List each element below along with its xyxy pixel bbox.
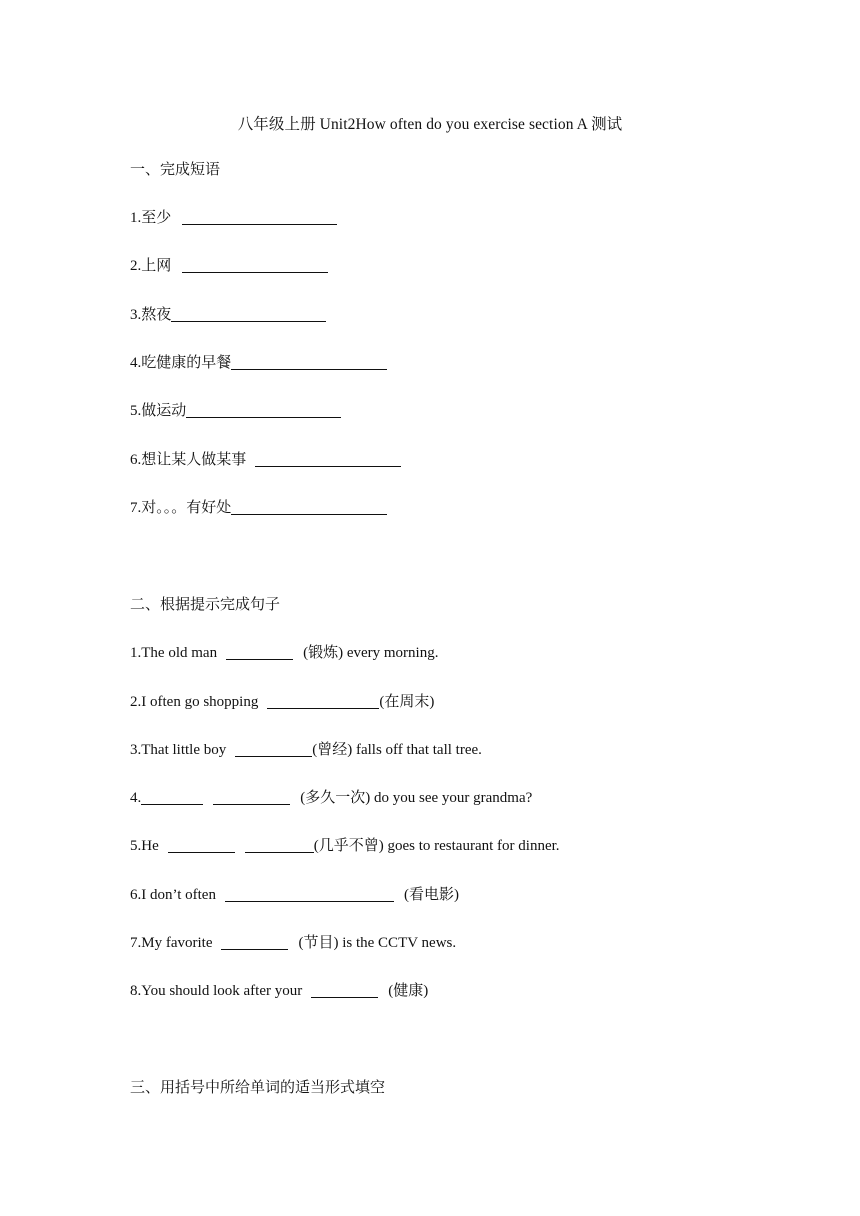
sentence-item	[130, 981, 428, 1001]
answer-blank[interactable]	[221, 935, 288, 950]
phrase-prompt: 5.做运动	[130, 403, 187, 419]
answer-blank[interactable]	[231, 500, 387, 515]
answer-blank[interactable]	[231, 355, 387, 370]
section-heading-word-forms: 三、用括号中所给单词的适当形式填空	[130, 1080, 386, 1096]
answer-blank[interactable]	[182, 258, 328, 273]
sentence-end: (锻炼) every morning.	[303, 645, 439, 661]
sentence-end: (健康)	[388, 983, 429, 999]
section-heading-phrases: 一、完成短语	[130, 162, 221, 178]
sentence-start: 5.He	[130, 838, 159, 854]
phrase-item	[130, 305, 326, 325]
phrase-prompt: 2.上网	[130, 258, 172, 274]
phrase-item	[130, 401, 341, 421]
answer-blank[interactable]	[235, 742, 312, 757]
answer-blank[interactable]	[168, 838, 235, 853]
answer-blank[interactable]	[311, 983, 378, 998]
answer-blank[interactable]	[226, 645, 293, 660]
sentence-item	[130, 836, 560, 856]
sentence-start: 4.	[130, 790, 142, 806]
answer-blank[interactable]	[255, 452, 401, 467]
sentence-end: (几乎不曾) goes to restaurant for dinner.	[313, 838, 560, 854]
phrase-item	[130, 208, 337, 228]
sentence-end: (曾经) falls off that tall tree.	[312, 742, 482, 758]
sentence-start: 8.You should look after your	[130, 983, 303, 999]
answer-blank[interactable]	[245, 838, 314, 853]
sentence-end: (在周末)	[379, 694, 435, 710]
sentence-item	[130, 740, 482, 760]
sentence-end: (节目) is the CCTV news.	[298, 935, 457, 951]
sentence-end: (看电影)	[403, 887, 459, 903]
section-heading-sentences: 二、根据提示完成句子	[130, 597, 281, 613]
sentence-start: 6.I don’t often	[130, 887, 216, 903]
phrase-prompt: 4.吃健康的早餐	[130, 355, 232, 371]
phrase-prompt: 7.对。。。有好处	[130, 500, 232, 516]
sentence-start: 7.My favorite	[130, 935, 213, 951]
phrase-item	[130, 256, 328, 276]
phrase-item	[130, 353, 387, 373]
sentence-start: 1.The old man	[130, 645, 218, 661]
answer-blank[interactable]	[141, 790, 203, 805]
sentence-start: 3.That little boy	[130, 742, 227, 758]
sentence-item	[130, 933, 456, 953]
answer-blank[interactable]	[213, 790, 290, 805]
answer-blank[interactable]	[171, 307, 326, 322]
phrase-prompt: 6.想让某人做某事	[130, 452, 247, 468]
sentence-item	[130, 788, 532, 808]
answer-blank[interactable]	[267, 694, 379, 709]
answer-blank[interactable]	[182, 210, 337, 225]
sentence-end: (多久一次) do you see your grandma?	[300, 790, 533, 806]
phrase-prompt: 1.至少	[130, 210, 172, 226]
answer-blank[interactable]	[186, 403, 341, 418]
phrase-item	[130, 498, 387, 518]
sentence-item	[130, 692, 434, 712]
sentence-item	[130, 643, 438, 663]
sentence-start: 2.I often go shopping	[130, 694, 259, 710]
sentence-item	[130, 885, 459, 905]
phrase-prompt: 3.熬夜	[130, 307, 172, 323]
page-title: 八年级上册 Unit2How often do you exercise section A 测试	[237, 116, 623, 133]
answer-blank[interactable]	[225, 887, 394, 902]
phrase-item	[130, 450, 401, 470]
